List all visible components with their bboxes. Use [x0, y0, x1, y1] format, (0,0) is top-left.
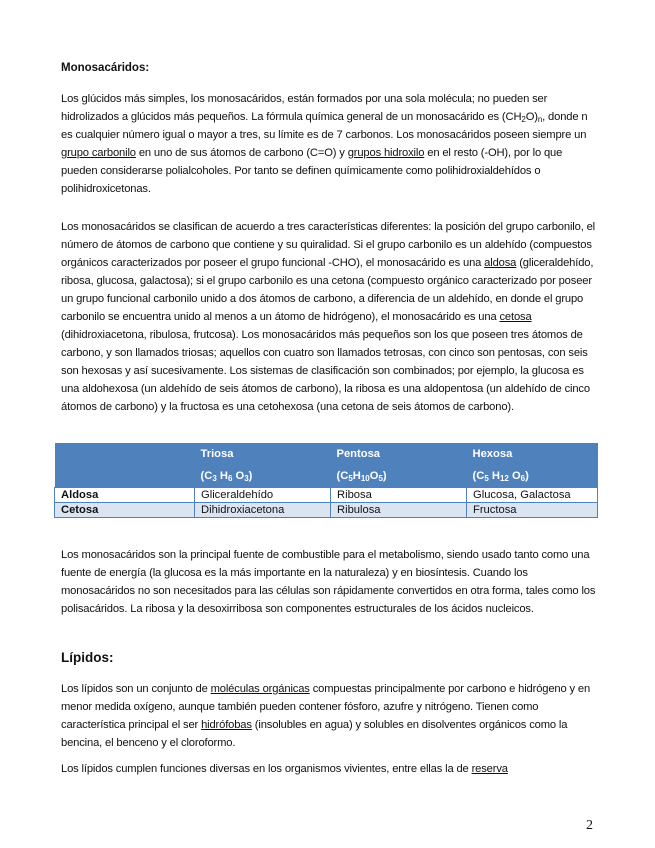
- table-cell: Ribulosa: [331, 503, 467, 518]
- link-grupos-hidroxilo[interactable]: grupos hidroxilo: [347, 147, 425, 159]
- table-cell: Dihidroxiacetona: [195, 503, 331, 518]
- table-header-row: [55, 443, 598, 488]
- table-cell: Glucosa, Galactosa: [467, 488, 598, 503]
- table-cell: Gliceraldehído: [195, 488, 331, 503]
- link-hidrofobas[interactable]: hidrófobas: [201, 719, 252, 731]
- table-row-label: Aldosa: [55, 488, 195, 503]
- page-number: 2: [586, 818, 593, 833]
- table-cell: Ribosa: [331, 488, 467, 503]
- table-header-triosa: Triosa ($C_3$ $H_6$ $O_3$): [195, 443, 331, 488]
- table-corner-cell: [55, 443, 195, 488]
- link-grupo-carbonilo[interactable]: grupo carbonilo: [61, 147, 136, 159]
- formula-hexosa: ($C_5$ $H_{12}$ $O_6$): [472, 470, 529, 483]
- formula-pentosa: $(C_5H_{10}O_5)$: [336, 470, 387, 483]
- link-aldosa[interactable]: aldosa: [484, 257, 517, 269]
- paragraph-lipidos-functions: Los lípidos cumplen funciones diversas en los organismos vivientes, entre ellas la de reserva: [61, 763, 508, 775]
- link-cetosa[interactable]: cetosa: [499, 311, 532, 323]
- paragraph-monosacaridos-classification: Los monosacáridos se clasifican de acuerdo a tres características diferentes: la posición del grupo carbonilo, el número de átomos de carbono que contiene y su quiralidad. Si el grupo carbonilo es un aldehído (compuestos orgánicos caracterizados por poseer el grupo funcional -CHO), el monosacárido es una aldosa (gliceraldehído, ribosa, glucosa, galactosa); si el grupo carbonilo es una cetona (compuesto orgánico caracterizado por poseer un grupo funcional carbonilo unido a dos átomos de carbono, a diferencia de un aldehído, en donde el grupo carbonilo se encuentra unido al menos a un átomo de hidrógeno), el monosacárido es una cetosa (dihidroxiacetona, ribulosa, frutcosa). Los monosacáridos más pequeños son los que poseen tres átomos de carbono, y son llamados triosas; aquellos con cuatro son llamados tetrosas, con cinco son pentosas, con seis son hexosas y así sucesivamente. Los sistemas de clasificación son combinados; por ejemplo, la glucosa es una aldohexosa (un aldehído de seis átomos de carbono), la ribosa es una aldopentosa (un aldehído de cinco átomos de carbono) y la fructosa es una cetohexosa (una cetona de seis átomos de carbono).: [61, 221, 596, 413]
- link-reserva[interactable]: reserva: [471, 763, 508, 775]
- table-header-hexosa: Hexosa ($C_5$ $H_{12}$ $O_6$): [467, 443, 598, 488]
- paragraph-monosacaridos-definition: Los glúcidos más simples, los monosacáridos, están formados por una sola molécula; no pueden ser hidrolizados a glúcidos más pequeños. La fórmula química general de un monosacárido es $(CH_2O)_n$, donde n es cualquier número igual o mayor a tres, su límite es de 7 carbonos. Los monosacáridos poseen siempre un grupo carbonilo en uno de sus átomos de carbono (C=O) y grupos hidroxilo en el resto (-OH), por lo que pueden considerarse polialcoholes. Por tanto se definen químicamente como polihidroxialdehídos o polihidroxicetonas.: [61, 93, 588, 195]
- formula-triosa: ($C_3$ $H_6$ $O_3$): [200, 470, 253, 483]
- table-row-cetosa: [55, 503, 598, 518]
- table-row-label: Cetosa: [55, 503, 195, 518]
- paragraph-lipidos-definition: Los lípidos son un conjunto de moléculas orgánicas compuestas principalmente por carbono e hidrógeno y en menor medida oxígeno, aunque también pueden contener fósforo, azufre y nitrógeno. Tienen como característica principal el ser hidrófobas (insolubles en agua) y solubles en disolventes orgánicos como la bencina, el benceno y el cloroformo.: [61, 683, 591, 749]
- link-moleculas-organicas[interactable]: moléculas orgánicas: [210, 683, 310, 695]
- table-cell: Fructosa: [467, 503, 598, 518]
- heading-lipidos: Lípidos:: [61, 650, 114, 665]
- table-header-pentosa: Pentosa $(C_5H_{10}O_5)$: [331, 443, 467, 488]
- table-row-aldosa: [55, 488, 598, 503]
- heading-monosacaridos: Monosacáridos:: [61, 62, 150, 74]
- paragraph-monosacaridos-function: Los monosacáridos son la principal fuente de combustible para el metabolismo, siendo usado tanto como una fuente de energía (la glucosa es la más importante en la naturaleza) y en biosíntesis. Cuando los monosacáridos no son necesitados para las células son rápidamente convertidos en otra forma, tales como los polisacáridos. La ribosa y la desoxirribosa son componentes estructurales de los ácidos nucleicos.: [61, 549, 596, 615]
- monosaccharide-table: [54, 443, 598, 518]
